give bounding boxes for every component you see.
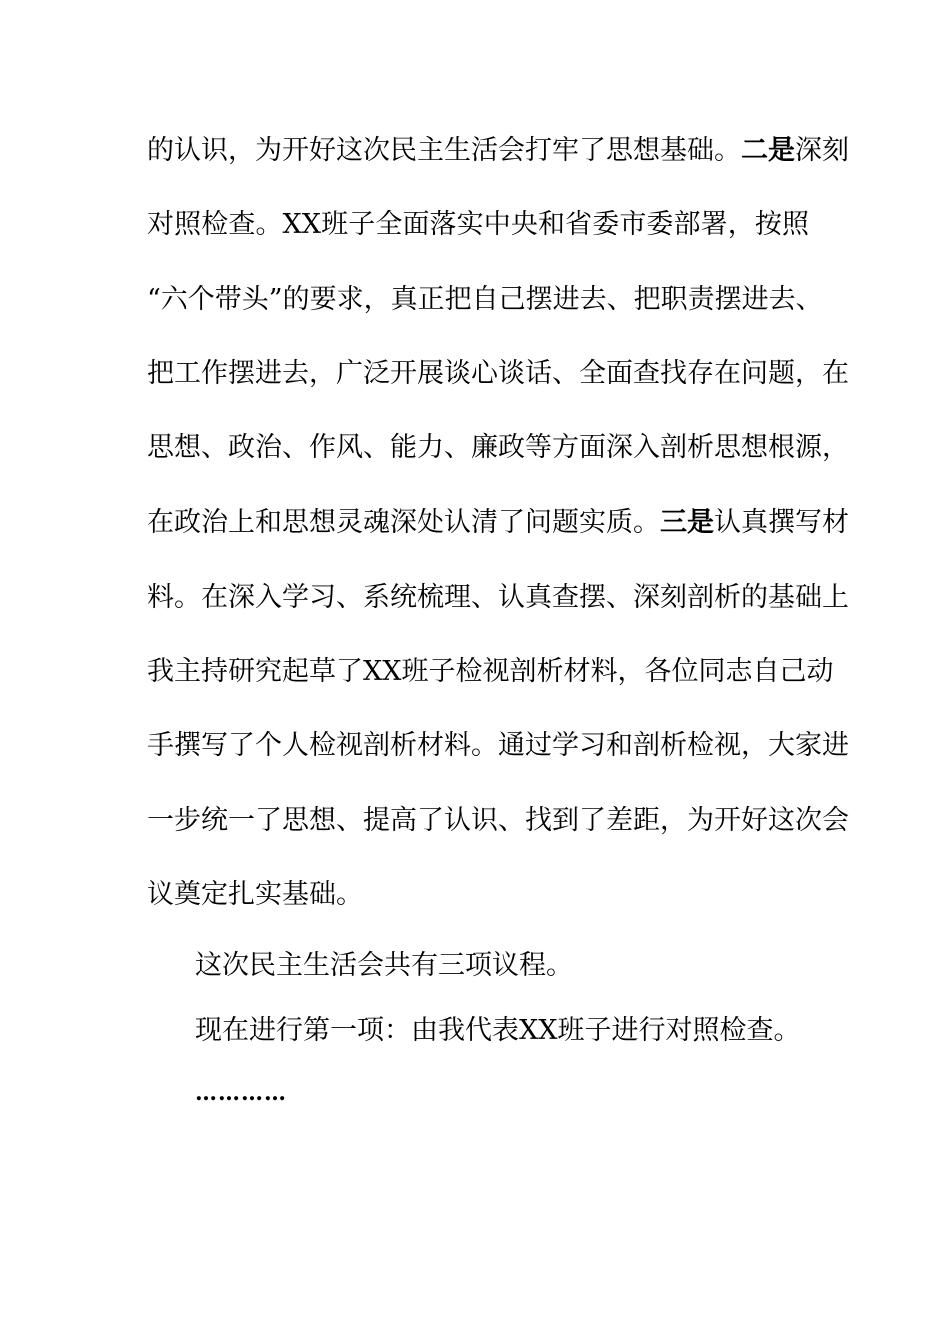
text-line-9: 手撰写了个人检视剖析材料。通过学习和剖析检视，大家进 [147, 730, 849, 761]
text-line-11: 议奠定扎实基础。 [147, 879, 363, 910]
text-segment: 在政治上和思想灵魂深处认清了问题实质。 [147, 507, 660, 538]
bold-emphasis: 三是 [660, 507, 714, 538]
text-segment: 认真撰写材 [714, 507, 849, 538]
text-line-6 [147, 503, 849, 543]
text-segment: 的认识，为开好这次民主生活会打牢了思想基础。 [147, 135, 741, 166]
text-line-3: “六个带头”的要求，真正把自己摆进去、把职责摆进去、 [147, 284, 823, 315]
text-line-1 [147, 131, 849, 171]
paragraph-agenda-count: 这次民主生活会共有三项议程。 [195, 950, 573, 981]
bold-emphasis: 二是 [741, 135, 795, 166]
text-line-10: 一步统一了思想、提高了认识、找到了差距，为开好这次会 [147, 805, 849, 836]
text-line-7: 料。在深入学习、系统梳理、认真查摆、深刻剖析的基础上 [147, 582, 849, 613]
text-line-4: 把工作摆进去，广泛开展谈心谈话、全面查找存在问题，在 [147, 358, 849, 389]
text-segment: 深刻 [795, 135, 849, 166]
text-line-8: 我主持研究起草了XX班子检视剖析材料，各位同志自己动 [147, 656, 834, 687]
text-line-2: 对照检查。XX班子全面落实中央和省委市委部署，按照 [147, 209, 809, 240]
text-line-5: 思想、政治、作风、能力、廉政等方面深入剖析思想根源， [147, 432, 849, 463]
ellipsis-continuation: ………… [195, 1080, 287, 1106]
paragraph-first-item: 现在进行第一项：由我代表XX班子进行对照检查。 [195, 1015, 801, 1046]
